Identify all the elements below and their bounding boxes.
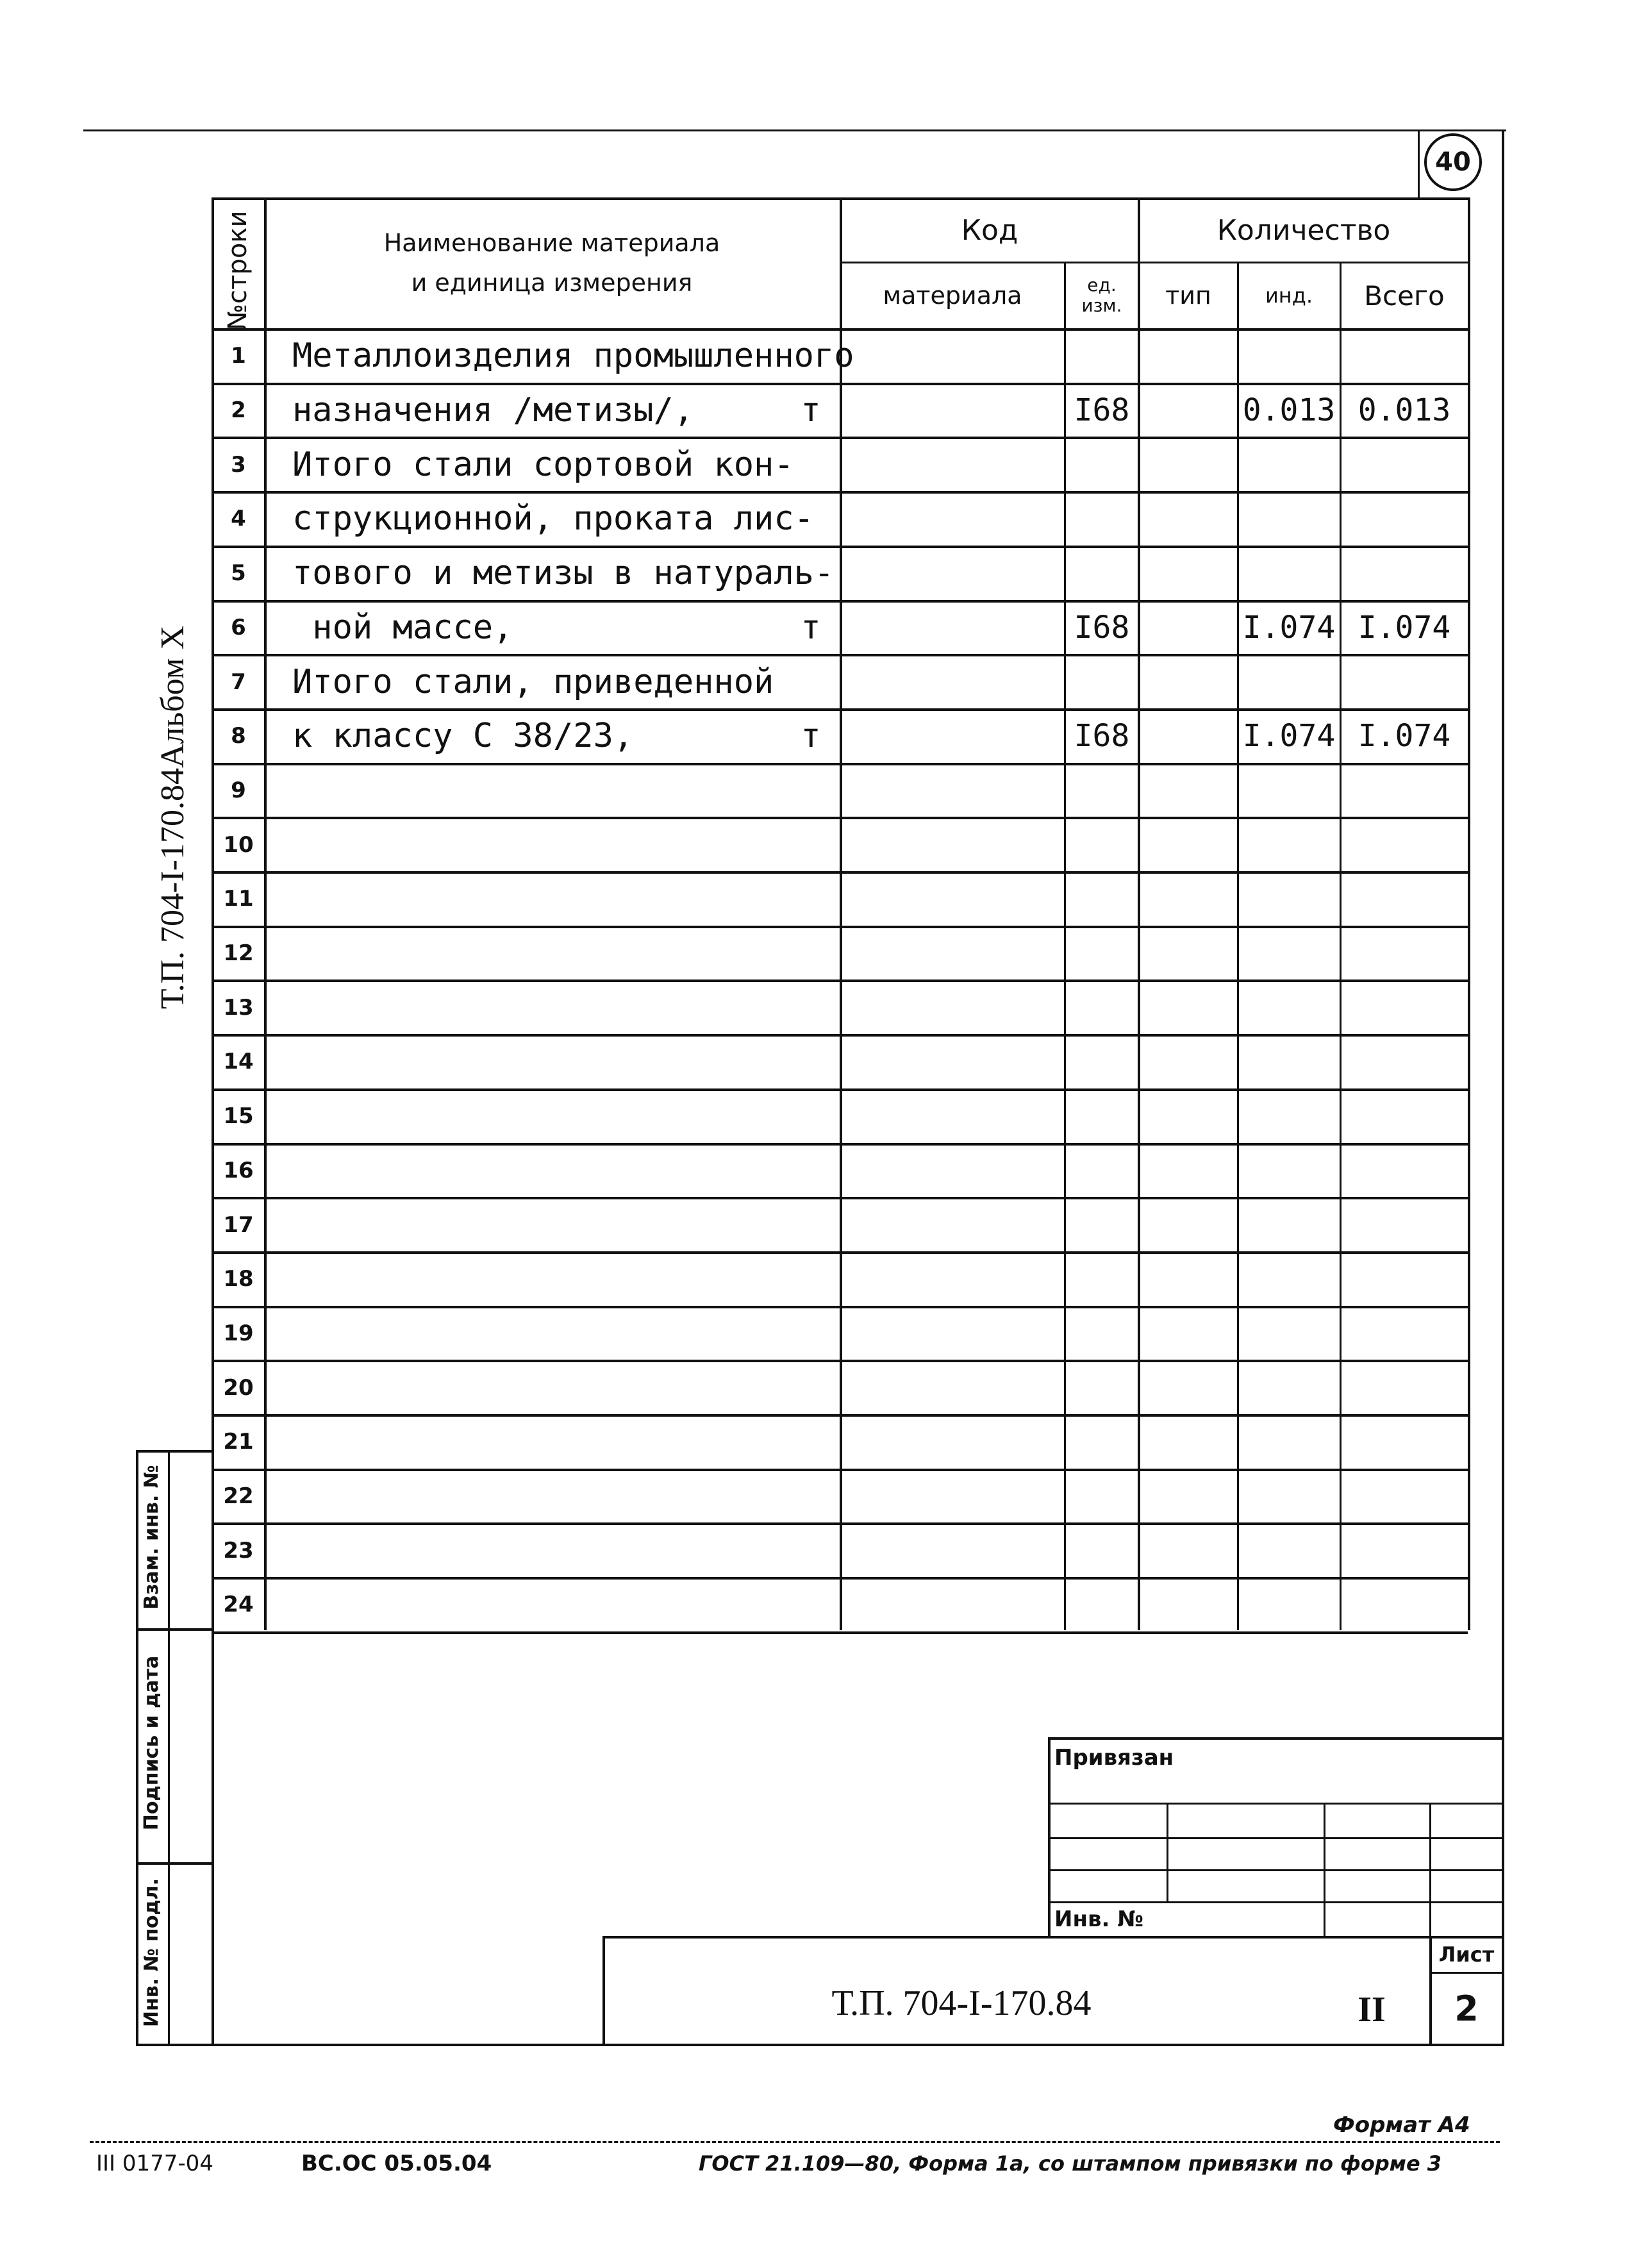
row-qty-ind [1240,494,1338,544]
row-unit-code [1067,1199,1137,1250]
row-qty-ind [1240,548,1338,599]
row-name: струкционной, проката лис- [292,499,814,538]
row-name [292,1580,779,1630]
margin-stamp-mid [168,1450,170,2046]
row-number: 11 [223,886,254,912]
row-unit-code [1067,1037,1137,1087]
row-unit-mark [788,1091,833,1142]
binding-attached-label: Привязан [1054,1745,1174,1771]
page-number: 40 [1424,133,1482,191]
row-unit-code [1067,1417,1137,1467]
row-name [292,765,779,816]
row-number: 13 [223,994,254,1021]
row-qty-total [1342,1254,1466,1305]
title-block-left [602,1936,605,2045]
header-qty-ind: инд. [1265,283,1313,308]
header-name [267,218,837,308]
col-line-ind-right [1340,262,1341,1630]
margin-signature-date: Подпись и дата [140,1655,163,1831]
row-qty-total: I.074 [1358,609,1451,646]
row-number: 7 [231,669,246,695]
row-unit-code [1067,331,1137,381]
row-qty-total [1342,1037,1466,1087]
row-qty-total: I.074 [1358,718,1451,755]
row-number: 10 [223,831,254,858]
row-number: 1 [231,343,246,369]
row-qty-ind [1240,656,1338,707]
margin-vzam-inv: Взам. инв. № [140,1465,163,1610]
row-qty-ind [1240,928,1338,979]
binding-col-1 [1167,1803,1168,1901]
row-qty-total [1342,656,1466,707]
top-border [83,129,1506,131]
row-number: 15 [223,1103,254,1130]
row-name [292,1199,779,1250]
row-unit-code [1067,439,1137,490]
row-qty-ind: I.074 [1242,609,1336,646]
page-number-box-left [1418,129,1420,199]
row-name: ной массе, [292,608,513,647]
row-name: Металлоизделия промышленного [292,337,854,376]
row-unit-mark [788,982,833,1033]
row-number: 3 [231,451,246,478]
col-line-material-right [1064,262,1066,1630]
margin-stamp-top [136,1450,213,1453]
row-name [292,819,779,870]
row-qty-ind: I.074 [1242,718,1336,755]
row-name [292,1308,779,1359]
margin-stamp-div2 [136,1862,213,1865]
row-unit-mark [788,874,833,924]
row-number: 17 [223,1212,254,1238]
header-code-material: материала [883,281,1022,310]
row-name [292,1146,779,1196]
footer-left-date: ВС.ОС 05.05.04 [301,2151,492,2176]
row-name [292,982,779,1033]
frame-right [1502,129,1504,2046]
header-code-unit: ед. изм. [1081,274,1122,316]
header-quantity: Количество [1217,213,1391,247]
row-number: 20 [223,1374,254,1401]
header-code: Код [961,213,1018,247]
row-qty-ind [1240,819,1338,870]
row-unit-mark [788,1308,833,1359]
row-qty-ind [1240,1471,1338,1522]
row-unit-mark [788,1525,833,1576]
row-unit-code [1067,1580,1137,1630]
row-qty-total [1342,1308,1466,1359]
row-number: 8 [231,723,246,749]
margin-stamp-div1 [136,1628,213,1631]
row-unit-code: I68 [1074,718,1130,755]
row-qty-total [1342,928,1466,979]
row-name: тового и метизы в натураль- [292,554,835,593]
binding-line-1 [1048,1803,1503,1805]
row-name: назначения /метизы/, [292,391,694,430]
row-unit-mark [788,1580,833,1630]
row-qty-ind [1240,1580,1338,1630]
footer-line [90,2141,1500,2143]
header-qty-total: Всего [1364,279,1445,312]
row-qty-total [1342,765,1466,816]
binding-line-2 [1048,1837,1503,1839]
row-unit-mark [788,1037,833,1087]
row-qty-ind [1240,874,1338,924]
row-qty-ind [1240,1525,1338,1576]
row-unit-mark [788,765,833,816]
row-unit-mark [788,1471,833,1522]
row-qty-total [1342,548,1466,599]
row-unit-mark [788,1254,833,1305]
row-unit-code [1067,1308,1137,1359]
row-unit-code [1067,1362,1137,1413]
margin-inv-podl: Инв. № подл. [140,1878,163,2028]
row-number: 16 [223,1157,254,1183]
row-qty-total [1342,1417,1466,1467]
col-line-type-right [1237,262,1239,1630]
row-number: 14 [223,1049,254,1075]
row-qty-ind [1240,1362,1338,1413]
row-qty-total [1342,1091,1466,1142]
row-qty-ind: 0.013 [1242,392,1336,429]
row-number: 4 [231,506,246,532]
row-qty-total [1342,494,1466,544]
row-name: к классу С 38/23, [292,717,634,756]
binding-stamp-left [1048,1737,1051,1936]
header-name-line2: и единица измерения [411,269,693,297]
row-qty-ind [1240,1417,1338,1467]
row-qty-total [1342,1199,1466,1250]
row-unit-mark [788,1199,833,1250]
row-qty-total [1342,1525,1466,1576]
row-unit-code: I68 [1074,392,1130,429]
row-name [292,928,779,979]
row-unit-code: I68 [1074,609,1130,646]
row-unit-mark: т [801,608,821,647]
row-qty-ind [1240,1091,1338,1142]
row-qty-ind [1240,1254,1338,1305]
row-number: 9 [231,777,246,803]
row-unit-code [1067,1525,1137,1576]
row-number: 12 [223,940,254,967]
row-unit-mark [788,819,833,870]
row-number: 18 [223,1266,254,1292]
row-name [292,1417,779,1467]
row-number: 23 [223,1537,254,1563]
row-unit-mark [788,1362,833,1413]
row-line [212,1631,1468,1634]
frame-bottom [136,2044,1504,2046]
row-qty-ind [1240,765,1338,816]
binding-col-2 [1324,1803,1325,1937]
row-name [292,1362,779,1413]
row-qty-total [1342,819,1466,870]
col-line-total-right [1468,197,1470,1630]
row-qty-total [1342,982,1466,1033]
row-qty-ind [1240,1308,1338,1359]
row-unit-code [1067,656,1137,707]
row-unit-code [1067,548,1137,599]
row-unit-code [1067,982,1137,1033]
footer-gost: ГОСТ 21.109—80, Форма 1а, со штампом привязки по форме 3 [699,2151,1442,2176]
row-name [292,1091,779,1142]
row-name: Итого стали, приведенной [292,662,774,701]
row-name [292,1525,779,1576]
binding-line-3 [1048,1869,1503,1871]
row-qty-total [1342,439,1466,490]
row-qty-ind [1240,1199,1338,1250]
footer-format: Формат А4 [1333,2112,1470,2138]
row-qty-ind [1240,1037,1338,1087]
title-block-doc-code: Т.П. 704-I-170.84 [831,1983,1092,2023]
row-qty-total [1342,1580,1466,1630]
row-unit-mark [788,1417,833,1467]
row-unit-code [1067,1254,1137,1305]
row-number: 21 [223,1429,254,1455]
row-unit-mark [788,331,833,381]
row-unit-mark [788,1146,833,1196]
row-name [292,874,779,924]
row-unit-mark [788,548,833,599]
row-unit-mark: т [801,717,821,756]
row-name: Итого стали сортовой кон- [292,445,794,484]
binding-inv-label: Инв. № [1054,1906,1144,1932]
row-qty-total [1342,1471,1466,1522]
title-block-sheet-div [1429,1972,1503,1974]
row-qty-total [1342,874,1466,924]
row-unit-mark [788,656,833,707]
row-number: 19 [223,1320,254,1346]
row-qty-ind [1240,331,1338,381]
row-qty-ind [1240,1146,1338,1196]
title-block-sheet-label: Лист [1438,1942,1495,1967]
row-name [292,1037,779,1087]
row-qty-total [1342,331,1466,381]
row-number: 22 [223,1483,254,1510]
row-qty-ind [1240,982,1338,1033]
title-block-top [602,1936,1503,1939]
row-unit-code [1067,819,1137,870]
side-album-label: Т.П. 704-I-170.84Альбом Х [154,625,191,1010]
row-unit-mark [788,439,833,490]
header-row-number: №строки [223,210,253,331]
header-name-line1: Наименование материала [383,229,720,257]
row-qty-total: 0.013 [1358,392,1451,429]
row-number: 6 [231,614,246,640]
row-unit-mark: т [801,391,821,430]
header-qty-type: тип [1165,281,1211,310]
row-unit-code [1067,1146,1137,1196]
row-unit-code [1067,928,1137,979]
row-unit-mark [788,494,833,544]
title-block-sheet-number: 2 [1454,1988,1479,2029]
header-mid-line [840,262,1468,263]
row-unit-code [1067,874,1137,924]
row-name [292,1254,779,1305]
row-number: 24 [223,1592,254,1618]
row-unit-code [1067,1091,1137,1142]
row-unit-code [1067,765,1137,816]
footer-left-code: III 0177-04 [96,2151,213,2176]
row-qty-total [1342,1362,1466,1413]
row-qty-ind [1240,439,1338,490]
binding-col-3 [1429,1803,1431,1937]
row-number: 5 [231,560,246,587]
row-qty-total [1342,1146,1466,1196]
row-name [292,1471,779,1522]
row-unit-code [1067,494,1137,544]
row-unit-code [1067,1471,1137,1522]
title-block-album: II [1358,1990,1386,2030]
row-number: 2 [231,397,246,424]
row-unit-mark [788,928,833,979]
